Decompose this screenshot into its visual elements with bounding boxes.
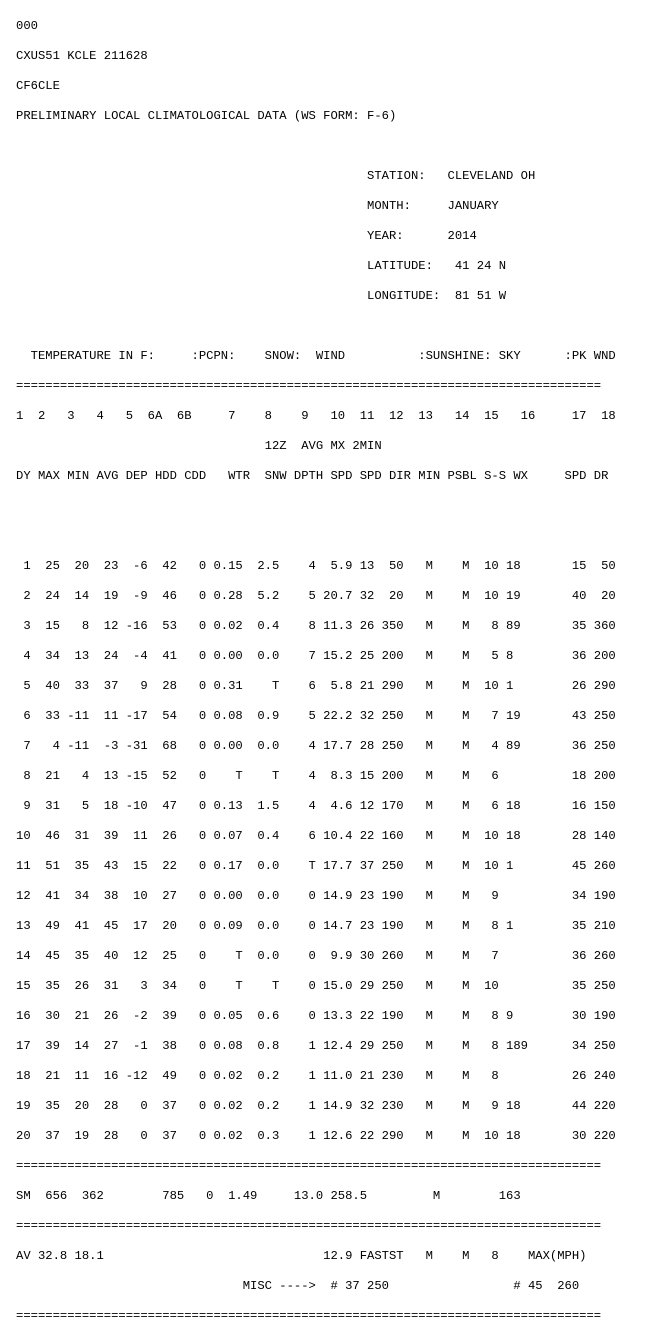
table-row: 13 49 41 45 17 20 0 0.09 0.0 0 14.7 23 190 M M 8 1 35 210 <box>16 919 616 933</box>
column-number-header: 1 2 3 4 5 6A 6B 7 8 9 10 11 12 13 14 15 16 17 18 <box>16 409 616 423</box>
product-code-line: CF6CLE <box>16 79 60 93</box>
blank-line <box>16 499 670 514</box>
column-subheader: 12Z AVG MX 2MIN <box>16 439 382 453</box>
report-code-line: 000 <box>16 19 38 33</box>
blank-line <box>16 319 670 334</box>
table-row: 1 25 20 23 -6 42 0 0.15 2.5 4 5.9 13 50 M M 10 18 15 50 <box>16 559 616 573</box>
year-line: YEAR: 2014 <box>16 229 477 243</box>
blank-line <box>16 139 670 154</box>
table-row: 8 21 4 13 -15 52 0 T T 4 8.3 15 200 M M 6 18 200 <box>16 769 616 783</box>
longitude-line: LONGITUDE: 81 51 W <box>16 289 507 303</box>
misc-row: MISC ----> # 37 250 # 45 260 <box>16 1279 580 1293</box>
table-row: 10 46 31 39 11 26 0 0.07 0.4 6 10.4 22 160 M M 10 18 28 140 <box>16 829 616 843</box>
separator-line: ================================================================================ <box>16 379 602 393</box>
separator-line: ================================================================================ <box>16 1219 602 1233</box>
station-line: STATION: CLEVELAND OH <box>16 169 536 183</box>
table-row: 7 4 -11 -3 -31 68 0 0.00 0.0 4 17.7 28 250 M M 4 89 36 250 <box>16 739 616 753</box>
table-row: 16 30 21 26 -2 39 0 0.05 0.6 0 13.3 22 190 M M 8 9 30 190 <box>16 1009 616 1023</box>
latitude-line: LATITUDE: 41 24 N <box>16 259 507 273</box>
column-name-header: DY MAX MIN AVG DEP HDD CDD WTR SNW DPTH SPD SPD DIR MIN PSBL S-S WX SPD DR <box>16 469 609 483</box>
table-row: 2 24 14 19 -9 46 0 0.28 5.2 5 20.7 32 20 M M 10 19 40 20 <box>16 589 616 603</box>
table-row: 11 51 35 43 15 22 0 0.17 0.0 T 17.7 37 250 M M 10 1 45 260 <box>16 859 616 873</box>
table-row: 14 45 35 40 12 25 0 T 0.0 0 9.9 30 260 M M 7 36 260 <box>16 949 616 963</box>
separator-line: ================================================================================ <box>16 1159 602 1173</box>
table-row: 12 41 34 38 10 27 0 0.00 0.0 0 14.9 23 190 M M 9 34 190 <box>16 889 616 903</box>
blank-line <box>16 529 670 544</box>
table-row: 19 35 20 28 0 37 0 0.02 0.2 1 14.9 32 230 M M 9 18 44 220 <box>16 1099 616 1113</box>
month-line: MONTH: JANUARY <box>16 199 499 213</box>
average-row: AV 32.8 18.1 12.9 FASTST M M 8 MAX(MPH) <box>16 1249 587 1263</box>
report-title: PRELIMINARY LOCAL CLIMATOLOGICAL DATA (WS FORM: F-6) <box>16 109 397 123</box>
report-id-line: CXUS51 KCLE 211628 <box>16 49 148 63</box>
table-row: 4 34 13 24 -4 41 0 0.00 0.0 7 15.2 25 200 M M 5 8 36 200 <box>16 649 616 663</box>
table-row: 20 37 19 28 0 37 0 0.02 0.3 1 12.6 22 290 M M 10 18 30 220 <box>16 1129 616 1143</box>
table-row: 17 39 14 27 -1 38 0 0.08 0.8 1 12.4 29 250 M M 8 189 34 250 <box>16 1039 616 1053</box>
table-row: 5 40 33 37 9 28 0 0.31 T 6 5.8 21 290 M M 10 1 26 290 <box>16 679 616 693</box>
column-group-header: TEMPERATURE IN F: :PCPN: SNOW: WIND :SUNSHINE: SKY :PK WND <box>16 349 616 363</box>
table-row: 15 35 26 31 3 34 0 T T 0 15.0 29 250 M M 10 35 250 <box>16 979 616 993</box>
sum-row: SM 656 362 785 0 1.49 13.0 258.5 M 163 <box>16 1189 521 1203</box>
table-row: 18 21 11 16 -12 49 0 0.02 0.2 1 11.0 21 230 M M 8 26 240 <box>16 1069 616 1083</box>
table-row: 9 31 5 18 -10 47 0 0.13 1.5 4 4.6 12 170 M M 6 18 16 150 <box>16 799 616 813</box>
table-row: 3 15 8 12 -16 53 0 0.02 0.4 8 11.3 26 350 M M 8 89 35 360 <box>16 619 616 633</box>
separator-line: ================================================================================ <box>16 1309 602 1323</box>
table-row: 6 33 -11 11 -17 54 0 0.08 0.9 5 22.2 32 250 M M 7 19 43 250 <box>16 709 616 723</box>
